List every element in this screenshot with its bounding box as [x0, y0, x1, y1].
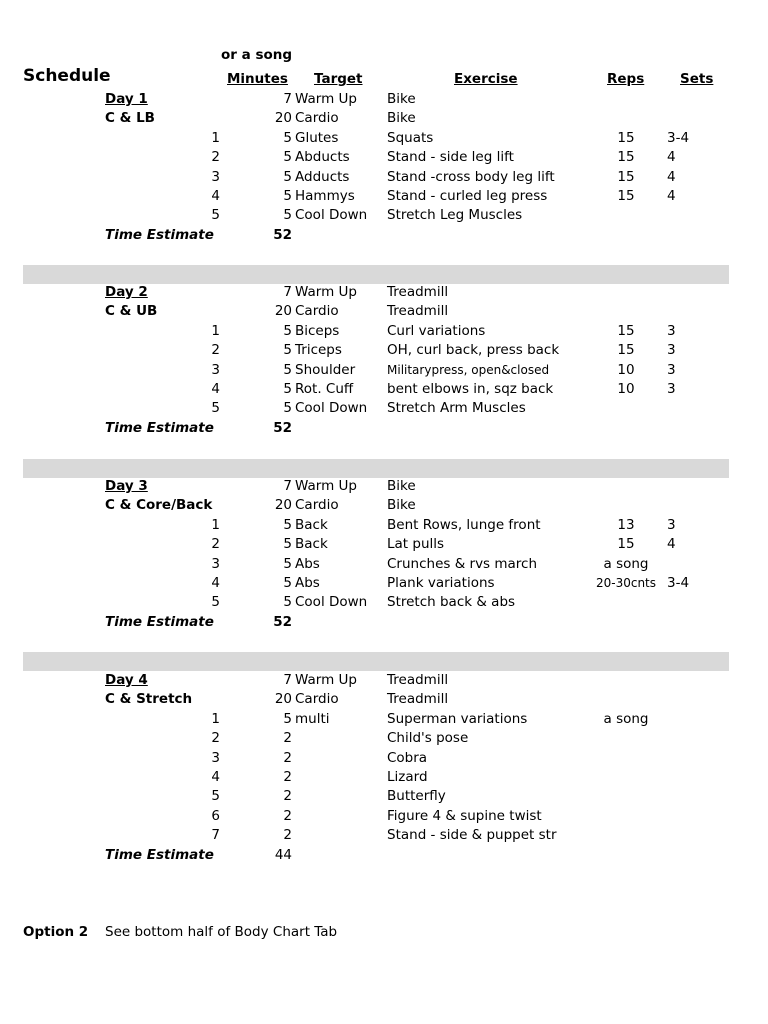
row-target: Back — [295, 536, 328, 553]
row-index: 2 — [211, 730, 220, 747]
row-sets: 3 — [667, 381, 676, 397]
row-exercise: Bike — [387, 478, 416, 494]
row-index: 2 — [211, 536, 220, 553]
row-sets: 3 — [667, 361, 676, 378]
row-reps: 10 — [617, 361, 635, 378]
row-reps: 20-30cnts — [595, 576, 657, 590]
time-estimate-value: 44 — [274, 846, 292, 863]
row-index: 1 — [211, 322, 220, 339]
row-minutes: 2 — [283, 807, 292, 824]
row-minutes: 5 — [283, 381, 292, 397]
row-exercise: Bike — [387, 497, 416, 514]
row-minutes: 20 — [274, 691, 292, 708]
row-minutes: 5 — [283, 361, 292, 378]
row-sets: 3-4 — [667, 575, 690, 591]
day-label: Day 2 — [105, 284, 148, 300]
row-exercise: Lat pulls — [387, 536, 445, 553]
row-reps: a song — [603, 710, 649, 727]
row-reps: 10 — [617, 381, 635, 397]
row-reps: a song — [603, 555, 649, 572]
day-label: Day 3 — [105, 478, 148, 494]
row-minutes: 5 — [283, 400, 292, 417]
row-index: 1 — [211, 129, 220, 146]
day-focus: C & Stretch — [105, 691, 193, 708]
time-estimate-value: 52 — [273, 226, 292, 243]
row-target: Shoulder — [295, 361, 356, 378]
row-index: 5 — [211, 594, 220, 611]
row-target: Back — [295, 516, 328, 533]
row-reps: 15 — [617, 129, 635, 146]
row-reps: 15 — [617, 188, 635, 204]
row-index: 3 — [211, 749, 220, 766]
row-target: Abs — [295, 575, 320, 591]
row-index: 4 — [211, 769, 220, 785]
row-target: Triceps — [295, 342, 342, 359]
row-target: Warm Up — [295, 91, 357, 107]
row-minutes: 2 — [283, 749, 292, 766]
day-label: Day 4 — [105, 672, 148, 688]
row-index: 3 — [211, 361, 220, 378]
time-estimate-value: 52 — [273, 419, 292, 436]
row-sets: 3 — [667, 342, 676, 359]
row-minutes: 5 — [283, 555, 292, 572]
col-header-reps: Reps — [607, 71, 645, 87]
row-exercise: Bent Rows, lunge front — [387, 516, 541, 533]
row-exercise: Figure 4 & supine twist — [387, 807, 542, 824]
row-exercise: Stretch Arm Muscles — [387, 400, 526, 417]
sheet-title: Schedule — [23, 66, 111, 86]
time-estimate-label: Time Estimate — [105, 226, 214, 243]
row-exercise: OH, curl back, press back — [387, 342, 560, 359]
row-exercise: Militarypress, open&closed — [387, 362, 550, 377]
row-exercise: bent elbows in, sqz back — [387, 381, 554, 397]
row-target: Abducts — [295, 149, 350, 166]
day-focus: C & LB — [105, 110, 155, 127]
row-sets: 3 — [667, 322, 676, 339]
row-reps: 15 — [617, 149, 635, 166]
row-target: Cardio — [295, 497, 339, 514]
row-sets: 3-4 — [667, 129, 690, 146]
row-index: 2 — [211, 149, 220, 166]
row-reps: 13 — [617, 516, 635, 533]
row-exercise: Lizard — [387, 769, 428, 785]
row-index: 4 — [211, 381, 220, 397]
row-target: Cool Down — [295, 594, 368, 611]
day-focus: C & UB — [105, 303, 158, 320]
row-minutes: 2 — [283, 769, 292, 785]
row-index: 5 — [211, 400, 220, 417]
row-exercise: Stretch Leg Muscles — [387, 207, 523, 224]
time-estimate-label: Time Estimate — [105, 419, 214, 436]
row-minutes: 5 — [283, 575, 292, 591]
day-focus: C & Core/Back — [105, 497, 213, 514]
option-text: See bottom half of Body Chart Tab — [105, 924, 338, 940]
row-minutes: 5 — [283, 342, 292, 359]
row-sets: 4 — [667, 188, 676, 204]
row-reps: 15 — [617, 322, 635, 339]
row-exercise: Stand - curled leg press — [387, 188, 548, 204]
row-target: Warm Up — [295, 672, 357, 688]
row-exercise: Child's pose — [387, 730, 469, 747]
row-exercise: Stand -cross body leg lift — [387, 168, 555, 185]
row-sets: 4 — [667, 149, 676, 166]
row-minutes: 5 — [283, 594, 292, 611]
row-target: Adducts — [295, 168, 350, 185]
row-exercise: Cobra — [387, 749, 428, 766]
row-index: 1 — [211, 516, 220, 533]
row-minutes: 7 — [283, 478, 292, 494]
row-minutes: 7 — [283, 284, 292, 300]
row-minutes: 7 — [283, 672, 292, 688]
row-target: Abs — [295, 555, 320, 572]
row-minutes: 20 — [274, 110, 292, 127]
row-target: Biceps — [295, 322, 340, 339]
row-minutes: 5 — [283, 536, 292, 553]
row-index: 3 — [211, 555, 220, 572]
row-target: Warm Up — [295, 478, 357, 494]
row-minutes: 5 — [283, 322, 292, 339]
row-exercise: Crunches & rvs march — [387, 555, 538, 572]
row-target: multi — [295, 710, 330, 727]
section-divider-band — [23, 652, 729, 671]
row-target: Cardio — [295, 110, 339, 127]
section-divider-band — [23, 459, 729, 478]
time-estimate-label: Time Estimate — [105, 613, 214, 630]
row-target: Hammys — [295, 188, 355, 204]
row-minutes: 7 — [283, 91, 292, 107]
row-index: 2 — [211, 342, 220, 359]
col-header-sets: Sets — [680, 71, 714, 87]
row-exercise: Stretch back & abs — [387, 594, 516, 611]
row-minutes: 5 — [283, 149, 292, 166]
row-minutes: 20 — [274, 497, 292, 514]
row-minutes: 5 — [283, 168, 292, 185]
row-reps: 15 — [617, 168, 635, 185]
row-index: 3 — [211, 168, 220, 185]
row-minutes: 5 — [283, 516, 292, 533]
row-minutes: 2 — [283, 827, 292, 844]
section-divider-band — [23, 265, 729, 284]
time-estimate-value: 52 — [273, 613, 292, 630]
option-label: Option 2 — [23, 924, 89, 940]
row-index: 4 — [211, 575, 220, 591]
row-reps: 15 — [617, 536, 635, 553]
row-sets: 4 — [667, 168, 676, 185]
col-header-target: Target — [314, 71, 363, 87]
row-exercise: Curl variations — [387, 322, 486, 339]
row-target: Cool Down — [295, 400, 368, 417]
day-label: Day 1 — [105, 91, 148, 107]
row-exercise: Bike — [387, 91, 416, 107]
row-minutes: 5 — [283, 207, 292, 224]
row-exercise: Squats — [387, 129, 434, 146]
row-index: 4 — [211, 188, 220, 204]
row-exercise: Treadmill — [387, 672, 449, 688]
row-exercise: Treadmill — [387, 303, 449, 320]
row-minutes: 5 — [283, 710, 292, 727]
row-target: Rot. Cuff — [295, 381, 354, 397]
minutes-note: or a song — [221, 47, 293, 63]
row-exercise: Bike — [387, 110, 416, 127]
col-header-exercise: Exercise — [454, 71, 518, 87]
row-exercise: Butterfly — [387, 788, 446, 805]
row-target: Warm Up — [295, 284, 357, 300]
row-exercise: Superman variations — [387, 710, 528, 727]
row-reps: 15 — [617, 342, 635, 359]
row-target: Glutes — [295, 129, 339, 146]
row-minutes: 20 — [274, 303, 292, 320]
row-sets: 3 — [667, 516, 676, 533]
time-estimate-label: Time Estimate — [105, 846, 214, 863]
row-target: Cool Down — [295, 207, 368, 224]
col-header-minutes: Minutes — [227, 71, 288, 87]
row-exercise: Treadmill — [387, 691, 449, 708]
row-minutes: 5 — [283, 129, 292, 146]
row-target: Cardio — [295, 303, 339, 320]
row-exercise: Treadmill — [387, 284, 449, 300]
row-sets: 4 — [667, 536, 676, 553]
row-target: Cardio — [295, 691, 339, 708]
row-minutes: 2 — [283, 788, 292, 805]
row-minutes: 5 — [283, 188, 292, 204]
row-exercise: Stand - side & puppet str — [387, 827, 557, 844]
row-index: 1 — [211, 710, 220, 727]
row-index: 6 — [211, 807, 220, 824]
row-index: 7 — [211, 827, 220, 844]
row-index: 5 — [211, 207, 220, 224]
row-exercise: Plank variations — [387, 575, 495, 591]
row-index: 5 — [211, 788, 220, 805]
row-minutes: 2 — [283, 730, 292, 747]
row-exercise: Stand - side leg lift — [387, 149, 514, 166]
